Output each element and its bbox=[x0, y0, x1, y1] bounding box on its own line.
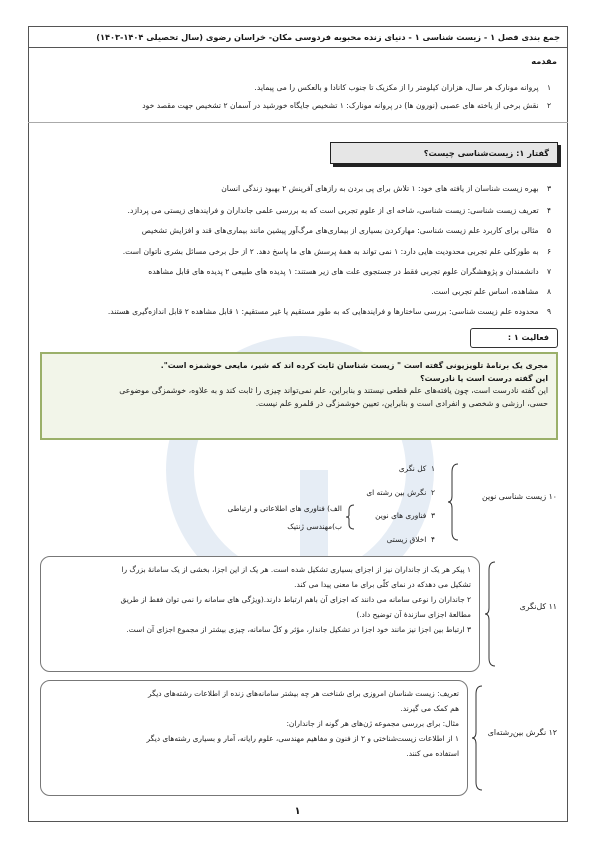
intro-item-1 bbox=[37, 82, 557, 93]
box-line: استفاده می کنند. bbox=[406, 749, 459, 758]
item-text: محدوده علم زیست شناسی: بررسی ساختارها و فرایندهایی که به طور مستقیم یا غیر مستقیم: ۱ قابل مشاهده ۲ قابل اندازه‌گیری هستند. bbox=[107, 307, 539, 316]
item-text: به طورکلی علم تجربی محدودیت هایی دارد: ۱ نمی تواند به همهٔ پرسش های ما پاسخ دهد. ۲ از حل برخی مسائل بشری ناتوان است. bbox=[122, 247, 539, 256]
sub-number: ۲ bbox=[431, 488, 435, 497]
page-header: جمع بندی فصل ۱ - زیست شناسی ۱ - دنیای زنده محبوبه فردوسی مکان- خراسان رضوی (سال تحصیلی ۱۴۰۴-۱۴۰۳) bbox=[28, 26, 568, 48]
section-item-8 bbox=[37, 286, 557, 297]
item-text: تعریف زیست شناسی: زیست شناسی، شاخه ای از علوم تجربی است که به بررسی علمی جانداران و فرایندهای زیستی می پردازد. bbox=[127, 206, 539, 215]
item-label: نگرش بین‌رشته‌ای bbox=[487, 728, 547, 737]
box-line: تشکیل می دهدکه در نمای کلّی برای ما معنی پیدا می کند. bbox=[294, 580, 471, 589]
section-item-9 bbox=[37, 306, 557, 317]
intro-item-2 bbox=[37, 100, 557, 111]
box-line: ۱ از اطلاعات زیست‌شناختی و ۲ از فنون و مفاهیم مهندسی، علوم رایانه، آمار و بسیاری رشته‌های دیگر bbox=[146, 734, 459, 743]
item-number: ۶ bbox=[546, 247, 552, 256]
brace-icon bbox=[485, 560, 497, 668]
item-10-label bbox=[482, 492, 557, 501]
item-number: ۸ bbox=[546, 287, 552, 296]
item-11-label bbox=[520, 602, 557, 611]
item-number: ۳ bbox=[546, 184, 552, 193]
sub-number: ۴ bbox=[431, 535, 435, 544]
tech-a: الف) فناوری های اطلاعاتی و ارتباطی bbox=[227, 504, 342, 513]
sub-number: ۱ bbox=[431, 464, 435, 473]
section-item-6 bbox=[37, 246, 557, 257]
item-number: ۱۱ bbox=[548, 602, 557, 611]
item-number: ۱۰ bbox=[548, 492, 557, 501]
box-line: ۳ ارتباط بین اجزا نیز مانند خود اجزا در تشکیل جاندار، مؤثر و کلّ سامانه، چیزی بیشتر از مجموع اجزای آن است. bbox=[126, 625, 471, 634]
page-number: ۱ bbox=[294, 806, 301, 817]
activity-box bbox=[40, 352, 558, 440]
item-text: دانشمندان و پژوهشگران علوم تجربی فقط در جستجوی علت های زیر هستند: ۱ پدیده های طبیعی ۲ پدیده های قابل مشاهده bbox=[148, 267, 539, 276]
box-line: مطالعهٔ اجزای سازندهٔ آن توضیح داد.) bbox=[356, 610, 471, 619]
sub-text: کل نگری bbox=[398, 464, 427, 473]
activity-quote: مجری یک برنامهٔ تلویزیونی گفته است " زیست شناسان ثابت کرده اند که شیر، مایعی خوشمزه است". bbox=[160, 361, 548, 370]
item-10-sub-4 bbox=[387, 535, 435, 544]
sub-number: ۳ bbox=[431, 511, 435, 520]
section-title-box: گفتار ۱: زیست‌شناسی چیست؟ bbox=[330, 142, 558, 164]
section-item-7 bbox=[37, 266, 557, 277]
sub-text: نگرش بین رشته ای bbox=[366, 488, 427, 497]
brace-icon bbox=[472, 684, 484, 792]
item-10-sub-1 bbox=[399, 464, 435, 473]
brace-icon bbox=[346, 503, 356, 531]
brace-icon bbox=[448, 462, 460, 542]
item-label: زیست شناسی نوین bbox=[482, 492, 547, 501]
tech-b: ب)مهندسی ژنتیک bbox=[287, 522, 342, 531]
section-item-4 bbox=[37, 205, 557, 216]
sub-text: فناوری های نوین bbox=[375, 511, 427, 520]
item-number: ۵ bbox=[546, 226, 552, 235]
section-item-5 bbox=[37, 225, 557, 236]
item-number: ۴ bbox=[546, 206, 552, 215]
item-11-box bbox=[40, 556, 480, 672]
item-number: ۲ bbox=[546, 101, 552, 110]
item-text: نقش برخی از یاخته های عصبی (نورون ها) در پروانه مونارک: ۱ تشخیص جایگاه خورشید در آسمان ۲ تشخیص جهت مقصد خود bbox=[142, 101, 539, 110]
item-number: ۱۲ bbox=[548, 728, 557, 737]
activity-tag: فعالیت ۱ : bbox=[470, 328, 558, 348]
item-text: مشاهده، اساس علم تجربی است. bbox=[431, 287, 539, 296]
section-item-3 bbox=[37, 183, 557, 194]
item-10-sub-3 bbox=[375, 511, 435, 520]
activity-answer-2: حسی، ارزشی و شخصی و انفرادی است و بنابراین، تعیین خوشمزگی در قلمرو علم نیست. bbox=[255, 398, 548, 408]
box-line: مثال: برای بررسی مجموعه ژن‌های هر گونه از جانداران: bbox=[286, 719, 459, 728]
item-number: ۱ bbox=[546, 83, 552, 92]
item-12-label bbox=[488, 728, 557, 737]
box-line: هم کمک می گیرند. bbox=[400, 704, 459, 713]
item-number: ۹ bbox=[546, 307, 552, 316]
item-text: مثالی برای کاربرد علم زیست شناسی: مهارکردن بسیاری از بیماری‌های مرگ‌آور پیشین مانند بیماری‌های قند و افزایش‌ تشخیص bbox=[141, 226, 539, 235]
item-12-box bbox=[40, 680, 468, 796]
activity-answer-1: این گفته نادرست است، چون یافته‌های علم قطعی نیستند و بنابراین، علم نمی‌تواند چیزی را ثابت کند و به علاوه، خوشمزگی موضوعی bbox=[119, 386, 548, 395]
item-number: ۷ bbox=[546, 267, 552, 276]
box-line: ۲ جانداران را نوعی سامانه می دانند که اجزای آن باهم ارتباط دارند.(ویژگی های سامانه را نمی توان فقط از طریق bbox=[120, 595, 471, 604]
item-text: پروانه مونارک هر سال، هزاران کیلومتر را از مکزیک تا جنوب کانادا و بالعکس را می پیماید. bbox=[254, 83, 539, 92]
intro-heading: مقدمه bbox=[531, 56, 557, 66]
activity-question: این گفته درست است یا نادرست؟ bbox=[420, 373, 548, 383]
box-line: تعریف: زیست شناسان امروزی برای شناخت هر چه بیشتر سامانه‌های زنده از اطلاعات رشته‌های دیگر bbox=[148, 689, 459, 698]
item-label: کل‌نگری bbox=[519, 602, 547, 611]
item-text: بهره زیست شناسان از یافته های خود: ۱ تلاش برای پی بردن به رازهای آفرینش ۲ بهبود زندگی انسان bbox=[221, 184, 539, 193]
sub-text: اخلاق زیستی bbox=[386, 535, 427, 544]
box-line: ۱ پیکر هر یک از جانداران نیز از اجزای بسیاری تشکیل شده است. هر یک از این اجزا، بخشی از یک سامانهٔ بزرگ را bbox=[121, 565, 471, 574]
item-10-sub-2 bbox=[366, 488, 435, 497]
divider bbox=[28, 122, 568, 123]
